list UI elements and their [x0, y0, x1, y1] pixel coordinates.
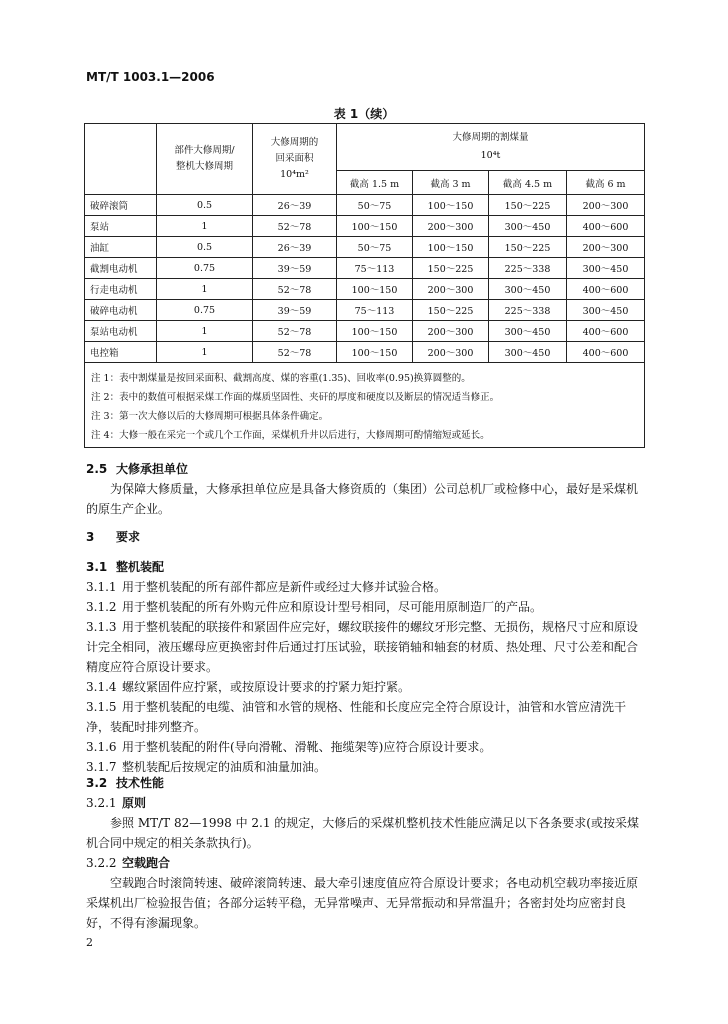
- maintenance-cycle-table: [84, 123, 645, 448]
- header-cycle: 部件大修周期/ 整机大修周期: [157, 124, 253, 195]
- section-3-2: 3.2 技术性能 3.2.1 原则 参照 MT/T 82—1998 中 2.1 的规定，大修后的采煤机整机技术性能应满足以下各条要求(或按采煤机合同中规定的相关条款执行)。 3.2.2 空载跑合 空载跑合时滚筒转速、破碎滚筒转速、最大牵引速度值应符合原设计要求；各电动机空载功率接近原采煤机出厂检验报告值；各部分运转平稳，无异常噪声、无异常振动和异常温升；各密封处均应密封良好，不得有渗漏现象。: [86, 773, 646, 933]
- table-note-4: 注 4：大修一般在采完一个或几个工作面，采煤机升井以后进行，大修周期可酌情缩短或延长。: [85, 424, 645, 448]
- section-title: 整机装配: [116, 560, 165, 574]
- section-paragraph: 参照 MT/T 82—1998 中 2.1 的规定，大修后的采煤机整机技术性能应满足以下各条要求(或按采煤机合同中规定的相关条款执行)。: [86, 816, 639, 850]
- table-row: 电控箱 1 52～78 100～150 200～300 300～450 400～600: [85, 342, 645, 363]
- header-output: 大修周期的割煤量 10⁴t: [337, 124, 645, 171]
- section-title: 要求: [116, 530, 141, 544]
- table-note-2: 注 2：表中的数值可根据采煤工作面的煤质坚固性、夹矸的厚度和硬度以及断层的情况适当修正。: [85, 386, 645, 405]
- subsection-title: 空载跑合: [122, 856, 171, 870]
- table-row: 行走电动机 1 52～78 100～150 200～300 300～450 400～600: [85, 279, 645, 300]
- header-height-4: 截高 6 m: [567, 171, 645, 195]
- list-item: 3.1.4 螺纹紧固件应拧紧，或按原设计要求的拧紧力矩拧紧。: [86, 680, 411, 694]
- document-code-header: MT/T 1003.1—2006: [86, 70, 215, 84]
- table-row: 破碎滚筒 0.5 26～39 50～75 100～150 150～225 200～300: [85, 195, 645, 216]
- list-item: 3.1.7 整机装配后按规定的油质和油量加油。: [86, 760, 327, 774]
- list-item: 3.1.2 用于整机装配的所有外购元件应和原设计型号相同，尽可能用原制造厂的产品。: [86, 600, 543, 614]
- section-paragraph: 空载跑合时滚筒转速、破碎滚筒转速、最大牵引速度值应符合原设计要求；各电动机空载功率接近原采煤机出厂检验报告值；各部分运转平稳，无异常噪声、无异常振动和异常温升；各密封处均应密封良好，不得有渗漏现象。: [86, 876, 639, 930]
- table-note-1: 注 1：表中割煤量是按回采面积、截割高度、煤的容重(1.35)、回收率(0.95)换算圆整的。: [85, 363, 645, 387]
- table-row: 油缸 0.5 26～39 50～75 100～150 150～225 200～300: [85, 237, 645, 258]
- table-row: 泵站电动机 1 52～78 100～150 200～300 300～450 400～600: [85, 321, 645, 342]
- table-row: 截割电动机 0.75 39～59 75～113 150～225 225～338 300～450: [85, 258, 645, 279]
- list-item: 3.1.6 用于整机装配的附件(导向滑靴、滑靴、拖缆架等)应符合原设计要求。: [86, 740, 492, 754]
- table-note-3: 注 3：第一次大修以后的大修周期可根据具体条件确定。: [85, 405, 645, 424]
- header-height-3: 截高 4.5 m: [489, 171, 567, 195]
- section-paragraph: 为保障大修质量，大修承担单位应是具备大修资质的（集团）公司总机厂或检修中心，最好是采煤机的原生产企业。: [86, 482, 639, 516]
- section-title: 技术性能: [116, 776, 165, 790]
- table-row: 泵站 1 52～78 100～150 200～300 300～450 400～600: [85, 216, 645, 237]
- header-height-1: 截高 1.5 m: [337, 171, 413, 195]
- page-number: 2: [86, 936, 93, 949]
- list-item: 3.1.1 用于整机装配的所有部件都应是新件或经过大修并试验合格。: [86, 580, 447, 594]
- table-caption: 表 1（续）: [333, 107, 395, 121]
- section-title: 大修承担单位: [116, 462, 189, 476]
- section-3-1: 3.1 整机装配 3.1.1 用于整机装配的所有部件都应是新件或经过大修并试验合格。 3.1.2 用于整机装配的所有外购元件应和原设计型号相同，尽可能用原制造厂的产品。 3.1.3 用于整机装配的联接件和紧固件应完好，螺纹联接件的螺纹牙形完整、无损伤，规格尺寸应和原设计完全相同，液压螺母应更换密封件后通过打压试验，联接销轴和轴套的材质、热处理、尺寸公差和配合精度应符合原设计要求。 3.1.4 螺纹紧固件应拧紧，或按原设计要求的拧紧力矩拧紧。 3.1.5 用于整机装配的电缆、油管和水管的规格、性能和长度应完全符合原设计，油管和水管应清洗干净，装配时排列整齐。 3.1.6 用于整机装配的附件(导向滑靴、滑靴、拖缆架等)应符合原设计要求。 3.1.7 整机装配后按规定的油质和油量加油。: [86, 557, 646, 777]
- subsection-title: 原则: [122, 796, 147, 810]
- header-area: 大修周期的 回采面积 10⁴m²: [253, 124, 337, 195]
- list-item: 3.1.5 用于整机装配的电缆、油管和水管的规格、性能和长度应完全符合原设计，油管和水管应清洗干净，装配时排列整齐。: [86, 700, 627, 734]
- section-3: 3 要求: [86, 530, 141, 544]
- header-part-name: [85, 124, 157, 195]
- list-item: 3.1.3 用于整机装配的联接件和紧固件应完好，螺纹联接件的螺纹牙形完整、无损伤，规格尺寸应和原设计完全相同，液压螺母应更换密封件后通过打压试验，联接销轴和轴套的材质、热处理、尺寸公差和配合精度应符合原设计要求。: [86, 620, 639, 674]
- section-2-5: 2.5 大修承担单位 为保障大修质量，大修承担单位应是具备大修资质的（集团）公司总机厂或检修中心，最好是采煤机的原生产企业。: [86, 459, 646, 519]
- header-height-2: 截高 3 m: [413, 171, 489, 195]
- table-row: 破碎电动机 0.75 39～59 75～113 150～225 225～338 300～450: [85, 300, 645, 321]
